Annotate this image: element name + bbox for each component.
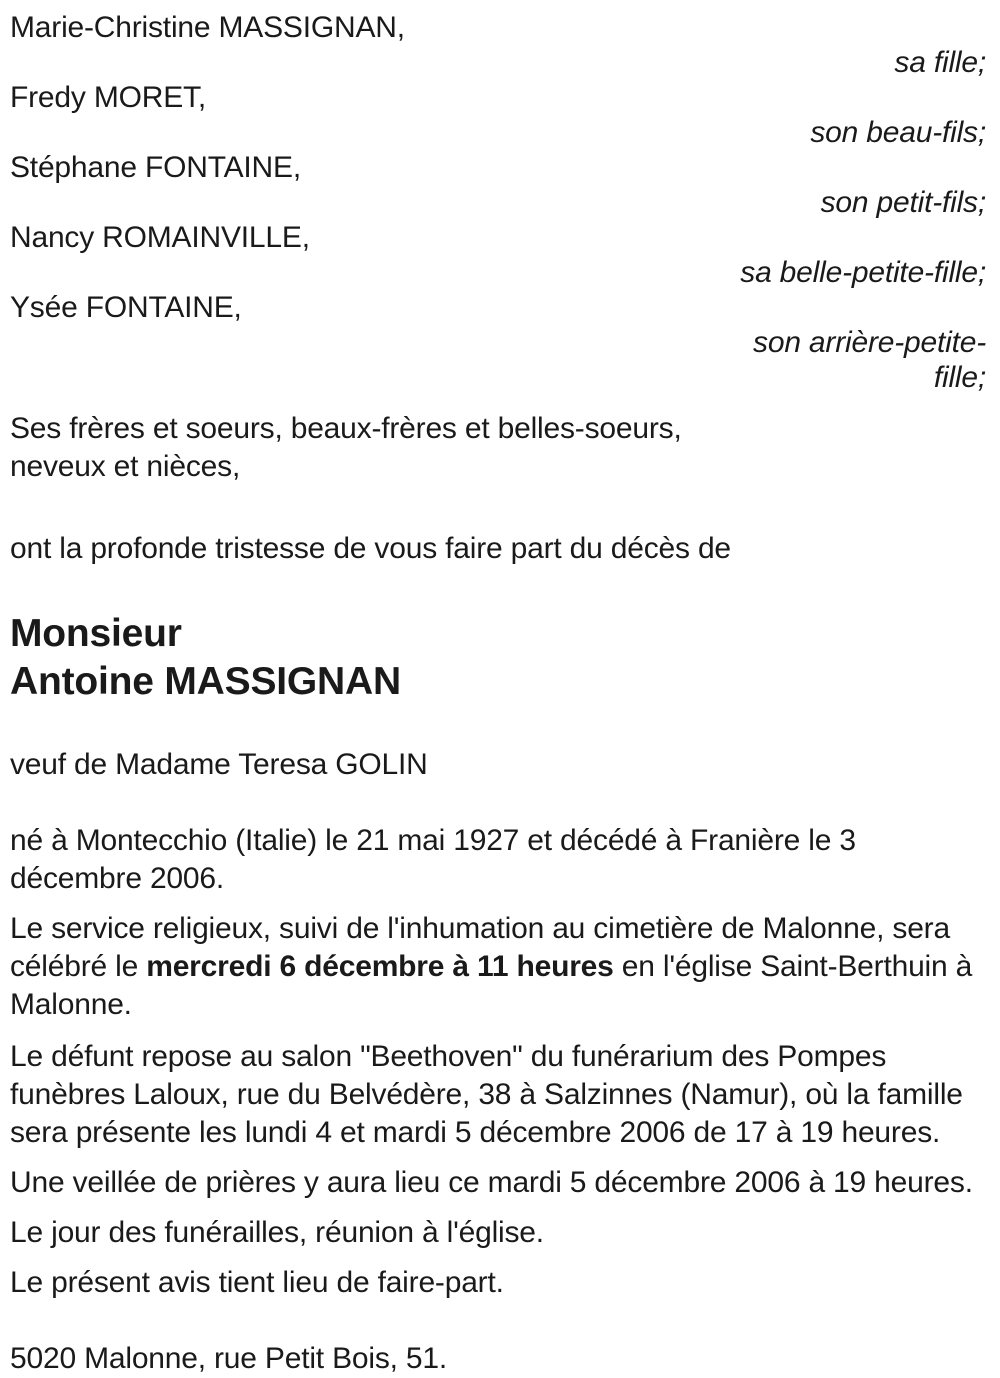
service-date-bold: mercredi 6 décembre à 11 heures	[146, 950, 614, 983]
birth-death-paragraph: né à Montecchio (Italie) le 21 mai 1927 et décédé à Franière le 3 décembre 2006.	[10, 824, 856, 895]
relatives-line: neveux et nièces,	[10, 450, 241, 483]
relatives-line: Ses frères et soeurs, beaux-frères et belles-soeurs,	[10, 412, 682, 445]
family-member-name: Fredy MORET,	[10, 81, 206, 114]
deceased-name-block	[10, 610, 986, 706]
family-entry	[10, 10, 986, 80]
family-member-name: Marie-Christine MASSIGNAN,	[10, 11, 405, 44]
family-member-relation: son petit-fils;	[820, 186, 986, 219]
funeral-day-paragraph: Le jour des funérailles, réunion à l'église.	[10, 1216, 544, 1249]
family-entry	[10, 220, 986, 290]
service-paragraph	[10, 910, 986, 1024]
deceased-name: Antoine MASSIGNAN	[10, 660, 401, 703]
family-member-relation: son beau-fils;	[810, 116, 986, 149]
deceased-title: Monsieur	[10, 612, 182, 655]
service-text-after: en l'église Saint-Berthuin à Malonne.	[10, 950, 973, 1021]
repose-paragraph: Le défunt repose au salon "Beethoven" du funérarium des Pompes funèbres Laloux, rue du Belvédère, 38 à Salzinnes (Namur), où la famille sera présente les lundi 4 et mardi 5 décembre 2006 de 17 à 19 heures.	[10, 1040, 963, 1149]
family-entry	[10, 150, 986, 220]
family-member-name: Nancy ROMAINVILLE,	[10, 221, 310, 254]
notice-paragraph: Le présent avis tient lieu de faire-part.	[10, 1266, 504, 1299]
announcement-line: ont la profonde tristesse de vous faire part du décès de	[10, 532, 731, 565]
family-member-relation: sa belle-petite-fille;	[740, 256, 986, 289]
family-member-relation: sa fille;	[894, 46, 986, 79]
family-entry	[10, 290, 986, 395]
address-line: 5020 Malonne, rue Petit Bois, 51.	[10, 1342, 448, 1375]
vigil-paragraph: Une veillée de prières y aura lieu ce mardi 5 décembre 2006 à 19 heures.	[10, 1166, 973, 1199]
widower-line: veuf de Madame Teresa GOLIN	[10, 748, 428, 781]
family-member-name: Ysée FONTAINE,	[10, 291, 242, 324]
family-list	[10, 10, 986, 395]
family-member-name: Stéphane FONTAINE,	[10, 151, 301, 184]
service-text-before: Le service religieux, suivi de l'inhumation au cimetière de Malonne, sera célébré le	[10, 912, 950, 983]
family-member-relation: son arrière-petite-fille;	[753, 326, 986, 394]
family-entry	[10, 80, 986, 150]
relatives-paragraph	[10, 410, 986, 486]
